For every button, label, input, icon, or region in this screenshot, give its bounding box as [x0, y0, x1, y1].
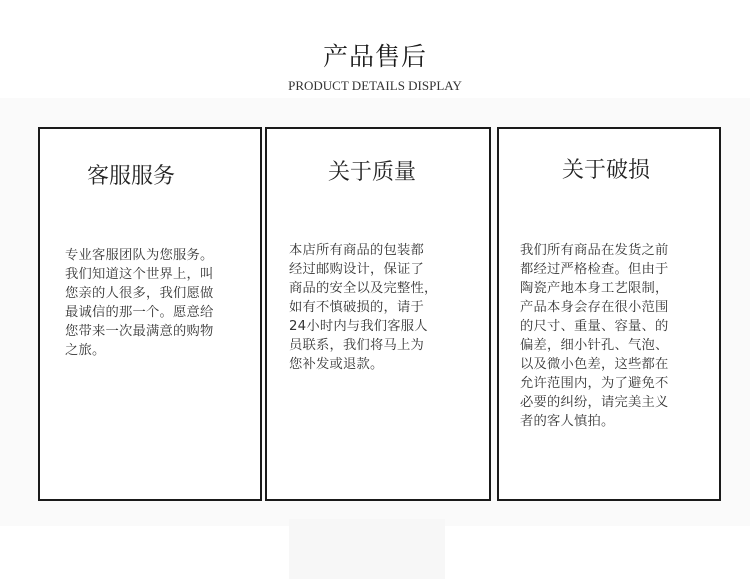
card-customer-service [38, 127, 262, 501]
text-line: 之旅。 [65, 343, 106, 358]
card-title: 关于质量 [328, 160, 417, 185]
card-text [65, 246, 247, 360]
card-title: 关于破损 [562, 158, 651, 183]
footer-block [289, 519, 445, 579]
text-line: 偏差，细小针孔、气泡、 [520, 338, 669, 353]
card-title: 客服服务 [87, 164, 176, 189]
text-line: 都经过严格检查。但由于 [520, 262, 669, 277]
text-line: 最诚信的那一个。愿意给 [65, 305, 214, 320]
page-subtitle: PRODUCT DETAILS DISPLAY [288, 78, 462, 93]
card-text [520, 241, 706, 431]
text-line: 允许范围内，为了避免不 [520, 376, 669, 391]
text-line: 必要的纠纷，请完美主义 [520, 395, 669, 410]
text-line: 陶瓷产地本身工艺限制， [520, 281, 669, 296]
text-line: 本店所有商品的包装都 [289, 243, 424, 258]
text-line: 我们知道这个世界上，叫 [65, 267, 214, 282]
text-line: 24小时内与我们客服人 [289, 319, 428, 334]
page-title: 产品售后 [322, 42, 427, 71]
text-line: 的尺寸、重量、容量、的 [520, 319, 669, 334]
text-line: 您带来一次最满意的购物 [65, 324, 214, 339]
text-line: 我们所有商品在发货之前 [520, 243, 669, 258]
card-quality [265, 127, 491, 501]
text-line: 经过邮购设计，保证了 [289, 262, 424, 277]
text-line: 产品本身会存在很小范围 [520, 300, 669, 315]
text-line: 您补发或退款。 [289, 357, 384, 372]
text-line: 商品的安全以及完整性， [289, 281, 438, 296]
text-line: 以及微小色差，这些都在 [520, 357, 669, 372]
text-line: 者的客人慎拍。 [520, 414, 615, 429]
text-line: 如有不慎破损的，请于 [289, 300, 424, 315]
text-line: 您亲的人很多，我们愿做 [65, 286, 214, 301]
text-line: 专业客服团队为您服务。 [65, 248, 214, 263]
card-text [289, 241, 471, 374]
card-damage [497, 127, 721, 501]
text-line: 员联系，我们将马上为 [289, 338, 424, 353]
